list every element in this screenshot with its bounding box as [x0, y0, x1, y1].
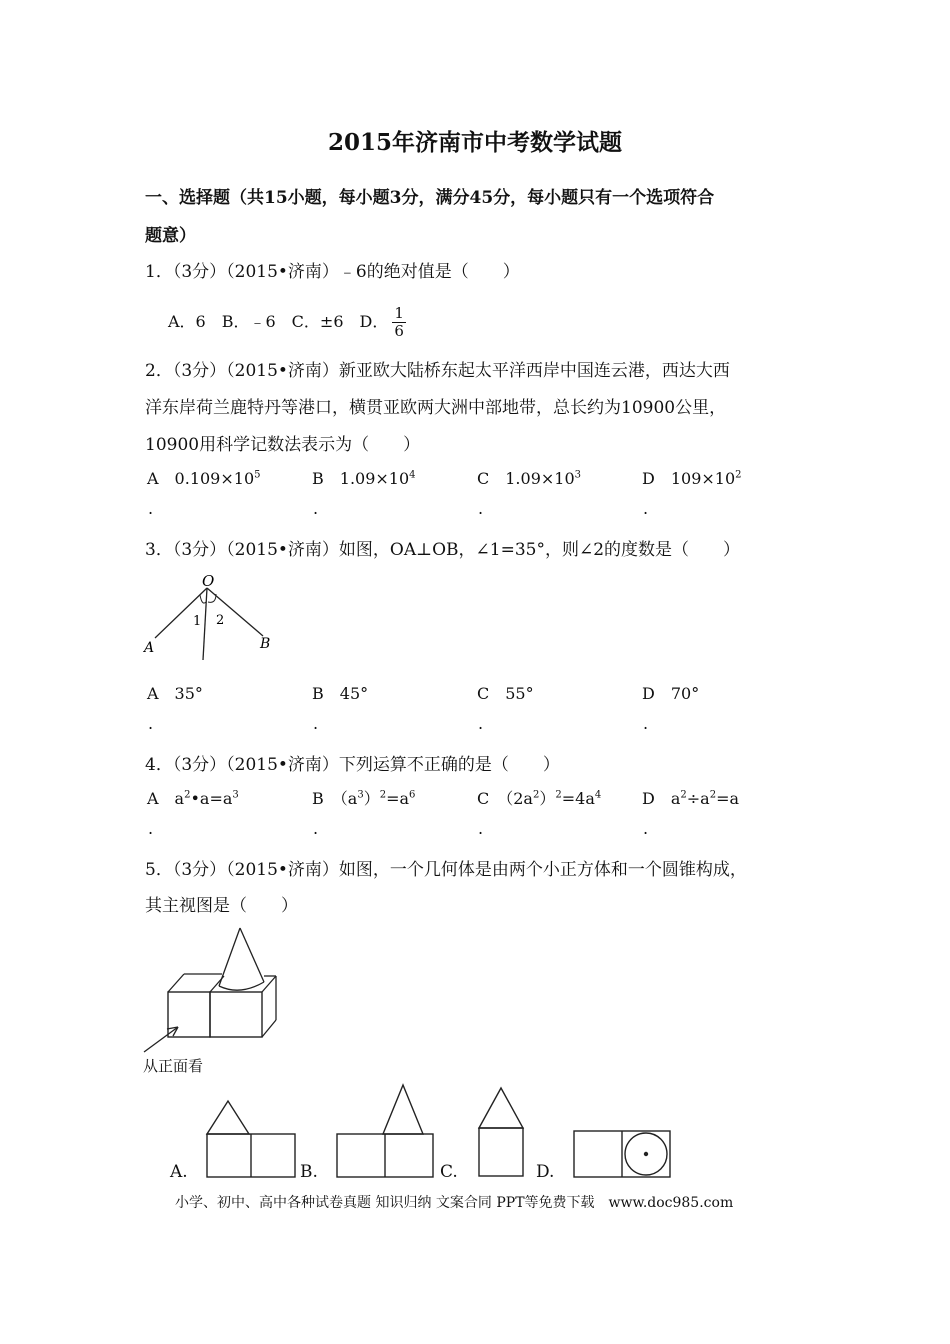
q4-b-sup: 6 — [409, 789, 416, 801]
page-footer: 小学、初中、高中各种试卷真题 知识归纳 文案合同 PPT等免费下载 www.doc985.com — [175, 1195, 734, 1211]
ray-ob — [207, 588, 263, 636]
q1-fraction-denominator: 6 — [394, 322, 404, 340]
q5-option-c-figure — [476, 1085, 530, 1180]
q2-dot-d: . — [643, 499, 649, 518]
cone-right-edge — [240, 928, 264, 982]
q2-dot-c: . — [478, 499, 484, 518]
q4-a-part: A a — [147, 789, 185, 808]
top-edge-right — [262, 976, 276, 992]
d-center-dot — [644, 1152, 648, 1156]
q5-option-a-figure — [204, 1098, 298, 1180]
q2-dot-b: . — [313, 499, 319, 518]
q4-b-part: =a — [386, 789, 410, 808]
q4-d-part: =a — [716, 789, 740, 808]
q4-b-sup: 3 — [357, 789, 364, 801]
q4-d-part: D a — [642, 789, 681, 808]
q1-options-text: A．6 B．﹣6 C．±6 D． — [168, 312, 389, 331]
cone-base-arc — [219, 982, 264, 990]
q4-option-b — [312, 786, 415, 809]
q3-angle-figure — [140, 568, 280, 663]
q4-option-c — [477, 786, 601, 809]
side-edge-bottom — [262, 1020, 276, 1037]
q4-option-d — [642, 786, 739, 809]
q1-options — [168, 305, 406, 340]
b-triangle — [383, 1085, 423, 1134]
ray-oc — [203, 588, 207, 660]
q4-d-sup: 2 — [709, 789, 717, 801]
q4-c-sup: 2 — [532, 789, 540, 801]
q5-option-d-figure — [571, 1128, 673, 1180]
ray-oa — [155, 588, 207, 638]
q4-dot-d: . — [643, 819, 649, 838]
q4-dot-c: . — [478, 819, 484, 838]
q2-option-a — [147, 466, 261, 489]
cube-right-front — [210, 992, 262, 1037]
q4-c-part: =4a — [561, 789, 595, 808]
q3-dot-c: . — [478, 714, 484, 733]
q2-line-1: 2．（3分）（2015•济南）新亚欧大陆桥东起太平洋西岸中国连云港，西达大西 — [145, 361, 730, 381]
q4-c-sup: 2 — [555, 789, 562, 801]
q2-option-b-exp: 4 — [409, 469, 416, 481]
page-title: 2015年济南市中考数学试题 — [327, 129, 622, 156]
q4-c-part: ） — [539, 789, 556, 808]
label-o: O — [202, 572, 215, 590]
q4-d-sup: 2 — [680, 789, 687, 801]
q5-solid-figure — [140, 924, 290, 1054]
label-angle-1: 1 — [193, 614, 202, 629]
q5-option-a-label: A. — [170, 1162, 188, 1182]
q2-line-2: 洋东岸荷兰鹿特丹等港口，横贯亚欧两大洲中部地带，总长约为10900公里， — [145, 398, 727, 418]
section-heading-line-2: 题意） — [145, 226, 196, 246]
q4-a-sup: 3 — [232, 789, 239, 801]
q4-dot-a: . — [148, 819, 154, 838]
q4-c-part: C （2a — [477, 789, 533, 808]
a-triangle — [207, 1101, 249, 1134]
c-triangle — [479, 1088, 523, 1128]
q4-option-a — [147, 786, 239, 809]
q5-line-1: 5．（3分）（2015•济南）如图，一个几何体是由两个小正方体和一个圆锥构成， — [145, 860, 747, 880]
q4-dot-b: . — [313, 819, 319, 838]
q3-option-c: C 55° — [477, 684, 534, 703]
q3-text: 3．（3分）（2015•济南）如图，OA⊥OB，∠1=35°，则∠2的度数是（ ） — [145, 540, 741, 560]
q2-line-3: 10900用科学记数法表示为（ ） — [145, 435, 421, 455]
section-heading-line-1: 一、选择题（共15小题，每小题3分，满分45分，每小题只有一个选项符合 — [145, 188, 715, 208]
q1-text: 1．（3分）（2015•济南）﹣6的绝对值是（ ） — [145, 262, 520, 282]
q2-option-d-base: D 109×10 — [642, 469, 736, 488]
q5-option-b-figure — [334, 1082, 436, 1180]
q2-option-b — [312, 466, 416, 489]
q4-text: 4．（3分）（2015•济南）下列运算不正确的是（ ） — [145, 755, 560, 775]
q2-option-c-base: C 1.09×10 — [477, 469, 575, 488]
q2-option-d — [642, 466, 742, 489]
top-edge-left — [168, 974, 184, 992]
q4-d-part: ÷a — [686, 789, 710, 808]
q2-option-b-base: B 1.09×10 — [312, 469, 410, 488]
q3-dot-a: . — [148, 714, 154, 733]
q4-b-sup: 2 — [379, 789, 387, 801]
q1-fraction — [392, 305, 406, 340]
q5-option-c-label: C. — [440, 1162, 458, 1182]
q3-option-d: D 70° — [642, 684, 700, 703]
q5-option-d-label: D. — [536, 1162, 555, 1182]
q2-option-c — [477, 466, 581, 489]
q3-dot-d: . — [643, 714, 649, 733]
q3-option-b: B 45° — [312, 684, 369, 703]
view-arrow-shaft — [144, 1027, 178, 1052]
c-rectangle — [479, 1128, 523, 1176]
top-edge-middle — [210, 976, 224, 992]
q5-line-2: 其主视图是（ ） — [145, 896, 298, 916]
q2-dot-a: . — [148, 499, 154, 518]
q2-option-a-base: A 0.109×10 — [147, 469, 255, 488]
q2-option-d-exp: 2 — [735, 469, 742, 481]
angle-1-arc — [200, 595, 206, 603]
q3-dot-b: . — [313, 714, 319, 733]
q4-b-part: B （a — [312, 789, 358, 808]
q4-a-part: •a=a — [190, 789, 233, 808]
q4-b-part: ） — [363, 789, 380, 808]
q2-option-a-exp: 5 — [254, 469, 261, 481]
q3-option-a: A 35° — [147, 684, 203, 703]
q1-fraction-numerator: 1 — [394, 304, 404, 322]
label-b: B — [260, 636, 271, 652]
q4-a-sup: 2 — [184, 789, 191, 801]
q4-c-sup: 4 — [594, 789, 602, 801]
q2-option-c-exp: 3 — [574, 469, 582, 481]
q5-option-b-label: B. — [300, 1162, 318, 1182]
label-a: A — [144, 640, 155, 656]
q5-caption: 从正面看 — [143, 1057, 204, 1075]
label-angle-2: 2 — [216, 613, 225, 628]
